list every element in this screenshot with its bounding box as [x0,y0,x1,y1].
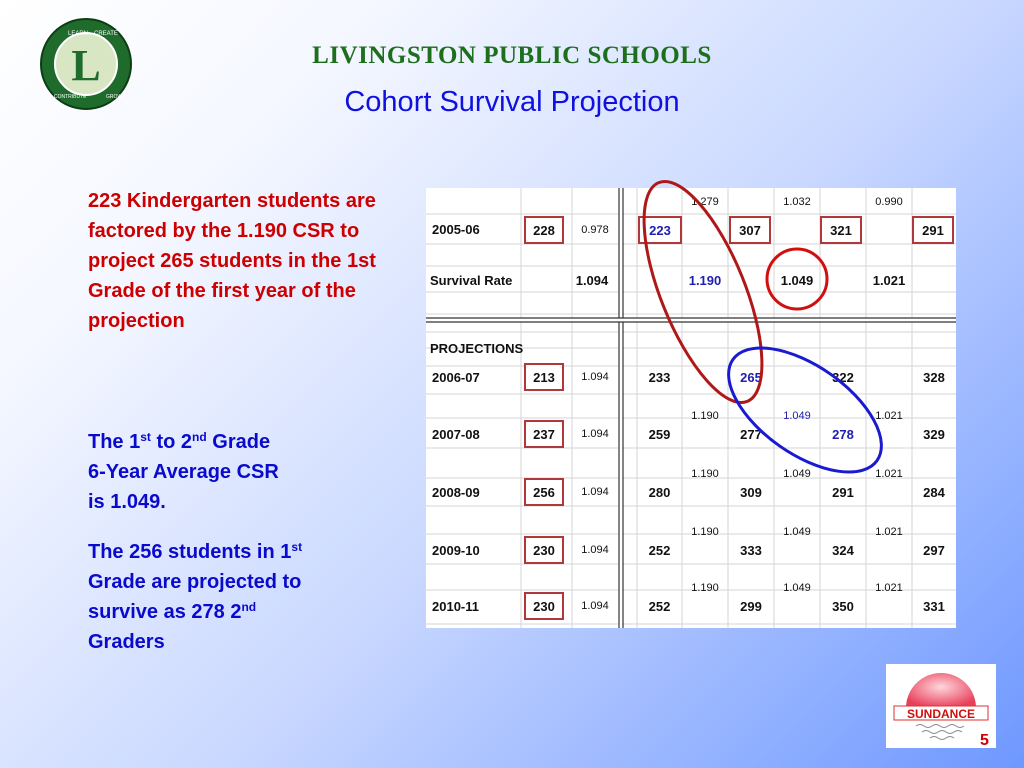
year-2005-06: 2005-06 [432,221,480,237]
projection-year: 2009-10 [432,542,480,558]
projection-table [426,188,956,628]
page-number: 5 [980,732,989,749]
survival-rate-3: 1.021 [872,272,906,288]
projection-k-rate: 1.094 [581,371,609,383]
between-rate-1: 1.190 [691,468,719,480]
projection-g2: 265 [740,369,762,385]
projection-year: 2007-08 [432,426,480,442]
survival-rate-1: 1.190 [688,272,722,288]
top-rate-2: 1.032 [783,196,811,208]
projection-g2: 299 [740,598,762,614]
grade-projection-note: The 256 students in 1st Grade are projected to survive as 278 2nd Graders [88,540,303,653]
projection-g2: 277 [740,426,762,442]
sundance-text: SUNDANCE [906,707,976,721]
logo-word-grow: GROW [106,94,123,100]
projection-g1: 259 [648,426,671,442]
between-rate-2: 1.049 [783,526,811,538]
projection-g1: 252 [648,598,671,614]
projection-k-rate: 1.094 [581,600,609,612]
projection-g3: 278 [832,426,854,442]
survival-rate-2: 1.049 [780,272,814,288]
between-rate-3: 1.021 [875,526,903,538]
projection-g3: 350 [832,598,854,614]
logo-word-contribute: CONTRIBUTE [54,94,87,100]
projection-k: 256 [524,478,564,506]
projection-g1: 233 [648,369,671,385]
k-rate-2005-06: 0.978 [581,224,609,236]
projection-k: 237 [524,420,564,448]
between-rate-2: 1.049 [783,468,811,480]
projection-g3: 322 [832,369,854,385]
projection-k: 213 [524,363,564,391]
logo-word-create: CREATE [94,31,118,37]
between-rate-3: 1.021 [875,582,903,594]
g1-2005-06: 223 [638,216,682,244]
school-title: LIVINGSTON PUBLIC SCHOOLS [312,42,712,69]
projection-g2: 309 [740,484,762,500]
logo-letter: L [71,41,101,90]
projection-g4: 331 [923,598,945,614]
between-rate-2: 1.049 [783,582,811,594]
projection-g4: 297 [923,542,945,558]
projection-g4: 329 [923,426,945,442]
survival-rate-label: Survival Rate [430,272,513,288]
projection-g4: 284 [923,484,945,500]
slide-title: Cohort Survival Projection [344,86,680,118]
between-rate-3: 1.021 [875,468,903,480]
projection-g3: 324 [832,542,854,558]
top-rate-1: 1.279 [691,196,719,208]
projection-k-rate: 1.094 [581,486,609,498]
survival-rate-k: 1.094 [575,272,609,288]
top-rate-3: 0.990 [875,196,903,208]
between-rate-2: 1.049 [783,410,811,422]
projection-k: 230 [524,592,564,620]
projection-k: 230 [524,536,564,564]
projection-k-rate: 1.094 [581,428,609,440]
between-rate-1: 1.190 [691,410,719,422]
projection-year: 2010-11 [432,598,479,614]
projection-year: 2006-07 [432,369,480,385]
g2-2005-06: 307 [729,216,771,244]
projection-g3: 291 [832,484,854,500]
logo-word-learn: LEARN [68,31,89,37]
projection-g1: 252 [648,542,671,558]
g3-2005-06: 321 [820,216,862,244]
kindergarten-note: 223 Kindergarten students are factored by the 1.190 CSR to project 265 students in the 1st Grade of the first year of the projection [88,190,376,332]
between-rate-1: 1.190 [691,526,719,538]
between-rate-1: 1.190 [691,582,719,594]
projection-g1: 280 [648,484,671,500]
projection-g2: 333 [740,542,762,558]
projections-label: PROJECTIONS [430,340,524,356]
g4-2005-06: 291 [912,216,954,244]
average-csr-note: The 1st to 2nd Grade 6-Year Average CSR is 1.049. [88,430,279,513]
projection-k-rate: 1.094 [581,544,609,556]
projection-year: 2008-09 [432,484,480,500]
projection-g4: 328 [923,369,945,385]
k-2005-06: 228 [524,216,564,244]
between-rate-3: 1.021 [875,410,903,422]
